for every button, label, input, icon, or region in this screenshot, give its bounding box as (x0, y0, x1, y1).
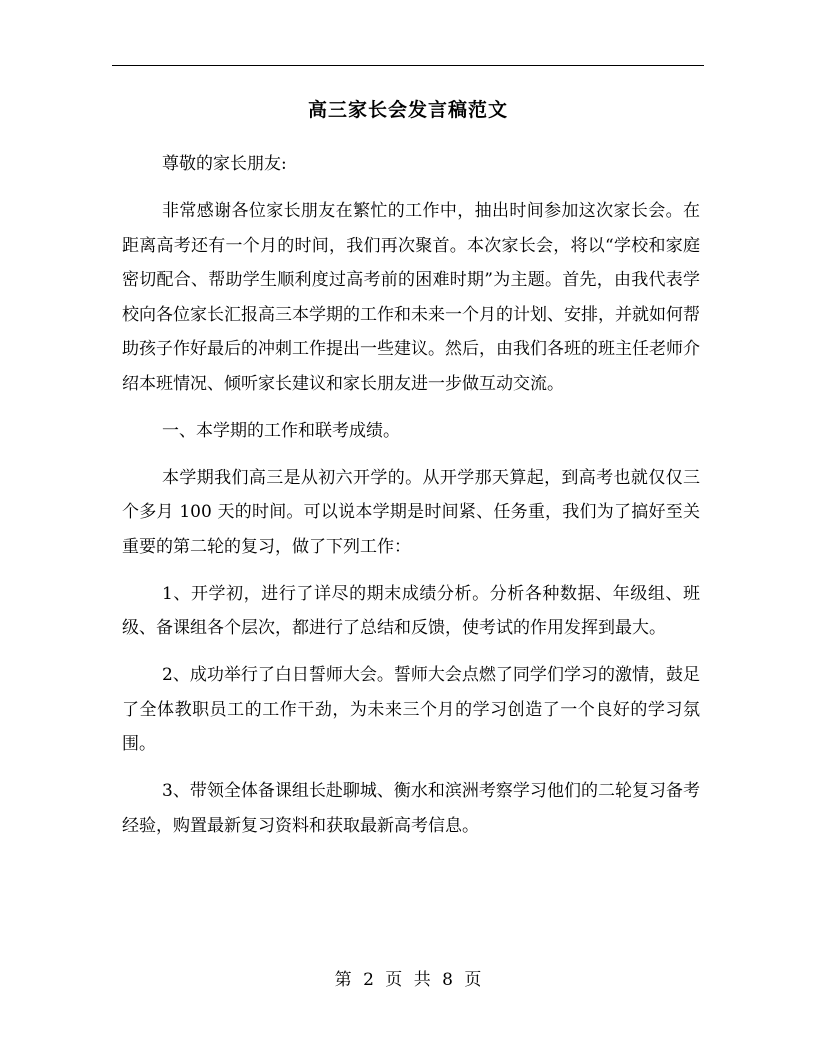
document-title: 高三家长会发言稿范文 (307, 99, 508, 121)
section-heading: 一、本学期的工作和联考成绩。 (162, 420, 400, 441)
salutation: 尊敬的家长朋友: (162, 154, 287, 174)
paragraph-semester: 本学期我们高三是从初六开学的。从开学那天算起，到高考也就仅仅三个多月 100 天的时间。可以说本学期是时间紧、任务重，我们为了搞好至关重要的第二轮的复习，做了下列工作： (122, 467, 700, 557)
paragraph-intro: 非常感谢各位家长朋友在繁忙的工作中，抽出时间参加这次家长会。在距离高考还有一个月的时间，我们再次聚首。本次家长会，将以“学校和家庭密切配合、帮助学生顺利度过高考前的困难时期”为主题。首先，由我代表学校向各位家长汇报高三本学期的工作和未来一个月的计划、安排，并就如何帮助孩子作好最后的冲刺工作提出一些建议。然后，由我们各班的班主任老师介绍本班情况、倾听家长建议和家长朋友进一步做互动交流。 (122, 201, 700, 394)
list-item-1: 1、开学初，进行了详尽的期末成绩分析。分析各种数据、年级组、班级、备课组各个层次，都进行了总结和反馈，使考试的作用发挥到最大。 (122, 583, 700, 638)
document-body (122, 147, 700, 856)
list-item-2: 2、成功举行了白日誓师大会。誓师大会点燃了同学们学习的激情，鼓足了全体教职员工的工作干劲，为未来三个月的学习创造了一个良好的学习氛围。 (122, 665, 700, 754)
list-item-3: 3、带领全体备课组长赴聊城、衡水和滨洲考察学习他们的二轮复习备考经验，购置最新复习资料和获取最新高考信息。 (122, 781, 700, 836)
header-rule (112, 65, 704, 66)
page-number: 第 2 页 共 8 页 (334, 970, 482, 990)
